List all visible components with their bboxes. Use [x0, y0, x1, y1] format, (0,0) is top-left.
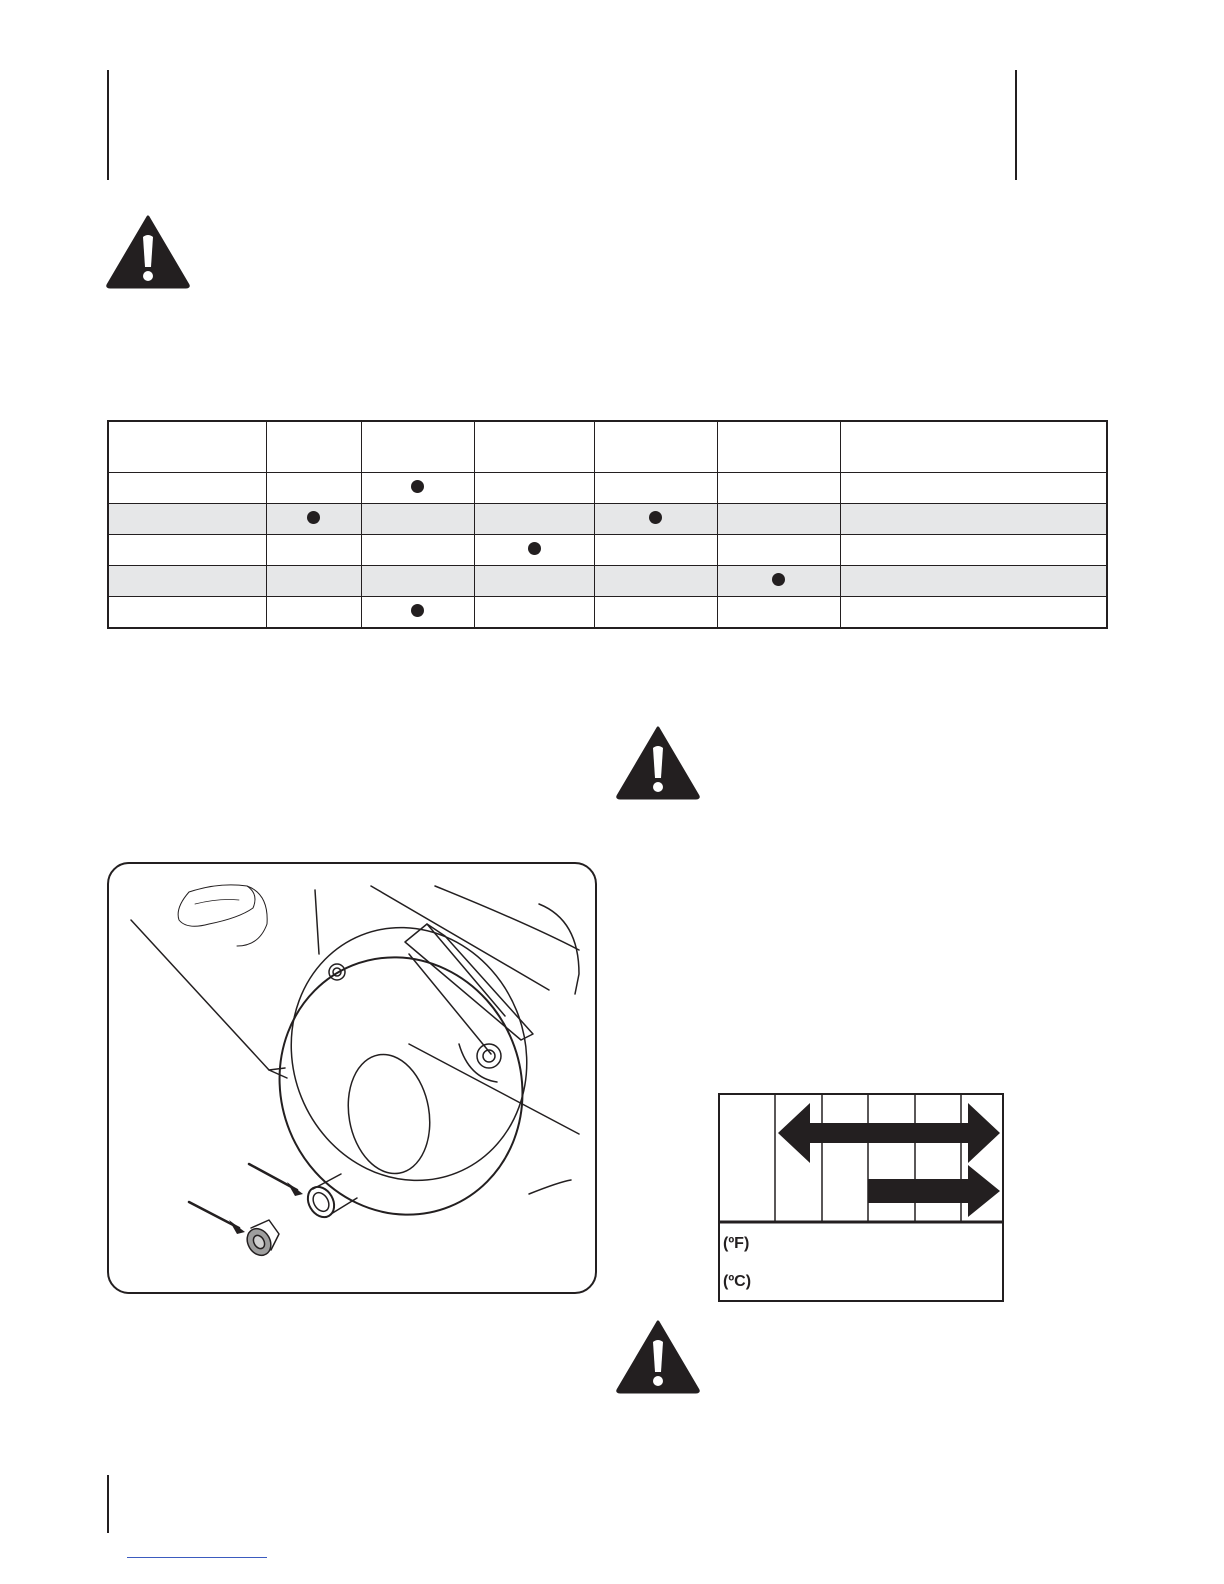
table-row	[108, 566, 1107, 597]
crop-mark-top-left	[107, 70, 109, 180]
interval-cell	[717, 535, 840, 566]
engine-oil-drain-figure	[107, 862, 597, 1294]
interval-cell	[474, 566, 594, 597]
interval-cell	[361, 504, 474, 535]
task-cell	[108, 535, 266, 566]
notes-cell	[840, 504, 1107, 535]
notes-cell	[840, 566, 1107, 597]
table-row	[108, 535, 1107, 566]
fahrenheit-label: (ºF)	[723, 1235, 750, 1252]
interval-cell	[474, 504, 594, 535]
interval-cell	[474, 597, 594, 629]
celsius-label: (ºC)	[723, 1273, 752, 1290]
interval-cell	[474, 473, 594, 504]
interval-cell	[594, 597, 717, 629]
header-cell	[717, 421, 840, 473]
task-cell	[108, 597, 266, 629]
interval-cell	[361, 566, 474, 597]
task-cell	[108, 473, 266, 504]
interval-cell	[717, 473, 840, 504]
maintenance-schedule-table	[107, 420, 1108, 629]
interval-cell	[266, 566, 361, 597]
table-row	[108, 473, 1107, 504]
schedule-dot	[649, 511, 662, 524]
table-row	[108, 504, 1107, 535]
interval-cell	[594, 535, 717, 566]
notes-cell	[840, 597, 1107, 629]
header-cell	[474, 421, 594, 473]
crop-mark-bottom-left	[107, 1475, 109, 1533]
table-row	[108, 597, 1107, 629]
schedule-dot	[307, 511, 320, 524]
task-cell	[108, 504, 266, 535]
interval-cell	[361, 473, 474, 504]
header-cell	[840, 421, 1107, 473]
warning-icon	[616, 726, 700, 800]
header-cell	[361, 421, 474, 473]
interval-cell	[474, 535, 594, 566]
task-cell	[108, 566, 266, 597]
interval-cell	[266, 597, 361, 629]
table-header-row	[108, 421, 1107, 473]
header-cell	[108, 421, 266, 473]
interval-cell	[717, 566, 840, 597]
notes-cell	[840, 535, 1107, 566]
engine-illustration	[109, 864, 595, 1292]
interval-cell	[594, 504, 717, 535]
interval-cell	[361, 597, 474, 629]
warning-icon	[106, 215, 190, 289]
interval-cell	[361, 535, 474, 566]
header-cell	[594, 421, 717, 473]
schedule-dot	[528, 542, 541, 555]
interval-cell	[266, 535, 361, 566]
crop-mark-top-right	[1015, 70, 1017, 180]
schedule-dot	[772, 573, 785, 586]
notes-cell	[840, 473, 1107, 504]
interval-cell	[717, 597, 840, 629]
schedule-dot	[411, 480, 424, 493]
header-cell	[266, 421, 361, 473]
warning-icon	[616, 1320, 700, 1394]
interval-cell	[266, 504, 361, 535]
interval-cell	[717, 504, 840, 535]
footer-link-underline	[127, 1557, 267, 1558]
schedule-dot	[411, 604, 424, 617]
interval-cell	[266, 473, 361, 504]
interval-cell	[594, 566, 717, 597]
oil-temperature-range-chart	[718, 1093, 1004, 1302]
interval-cell	[594, 473, 717, 504]
